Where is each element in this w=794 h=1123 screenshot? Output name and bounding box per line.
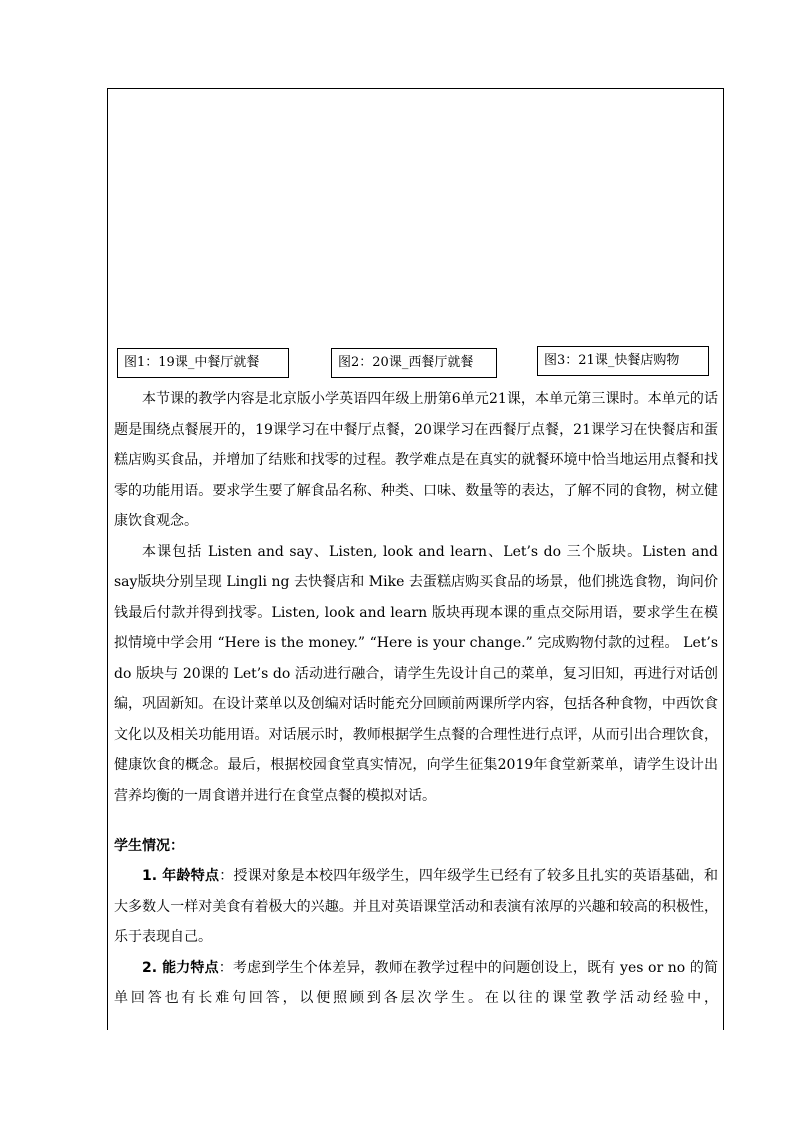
figure-caption-3: 图3：21课_快餐店购物 — [537, 346, 709, 376]
item-label-age: 1. 年龄特点 — [142, 868, 220, 884]
paragraph-lesson-sections: 本课包括 Listen and say、Listen, look and learn、Let’s do 三个版块。Listen and say版块分别呈现 Lingli ng 去快餐店和 Mike 去蛋糕店购买食品的场景，他们挑选食物，询问价钱最后付款并得到找零。Listen, look and learn 版块再现本课的重点交际用语，要求学生在模拟情境中学会用 “Here is the money.” “Here is your change.” 完成购物付款的过程。 Let’s do 版块与 20课的 Let’s do 活动进行融合，请学生先设计自己的菜单，复习旧知，再进行对话创编，巩固新知。在设计菜单以及创编对话时能充分回顾前两课所学内容，包括各种食物，中西饮食文化以及相关功能用语。对话展示时，教师根据学生点餐的合理性进行点评，从而引出合理饮食，健康饮食的概念。最后，根据校园食堂真实情况，向学生征集2019年食堂新菜单，请学生设计出营养均衡的一周食谱并进行在食堂点餐的模拟对话。 — [114, 543, 718, 804]
figure-caption-2: 图2：20课_西餐厅就餐 — [331, 348, 497, 378]
section-heading-students: 学生情况： — [114, 838, 184, 854]
item-text-age: ：授课对象是本校四年级学生，四年级学生已经有了较多且扎实的英语基础，和大多数人一样对美食有着极大的兴趣。并且对英语课堂活动和表演有浓厚的兴趣和较高的积极性，乐于表现自己。 — [114, 868, 719, 945]
paragraph-ability-traits — [114, 953, 718, 1014]
paragraph-age-traits — [114, 861, 718, 953]
paragraph-lesson-content: 本节课的教学内容是北京版小学英语四年级上册第6单元21课，本单元第三课时。本单元的话题是围绕点餐展开的，19课学习在中餐厅点餐，20课学习在西餐厅点餐，21课学习在快餐店和蛋糕店购买食品，并增加了结账和找零的过程。教学难点是在真实的就餐环境中恰当地运用点餐和找零的功能用语。要求学生要了解食品名称、种类、口味、数量等的表达，了解不同的食物，树立健康饮食观念。 — [114, 391, 718, 529]
document-body — [114, 384, 718, 1014]
spacer — [114, 811, 718, 831]
figure-caption-1: 图1：19课_中餐厅就餐 — [117, 348, 289, 378]
item-text-ability: ：考虑到学生个体差异，教师在教学过程中的问题创设上，既有 yes or no 的简单回答也有长难句回答，以便照顾到各层次学生。在以往的课堂教学活动经验中， — [114, 959, 718, 1006]
item-label-ability: 2. 能力特点 — [142, 959, 219, 976]
